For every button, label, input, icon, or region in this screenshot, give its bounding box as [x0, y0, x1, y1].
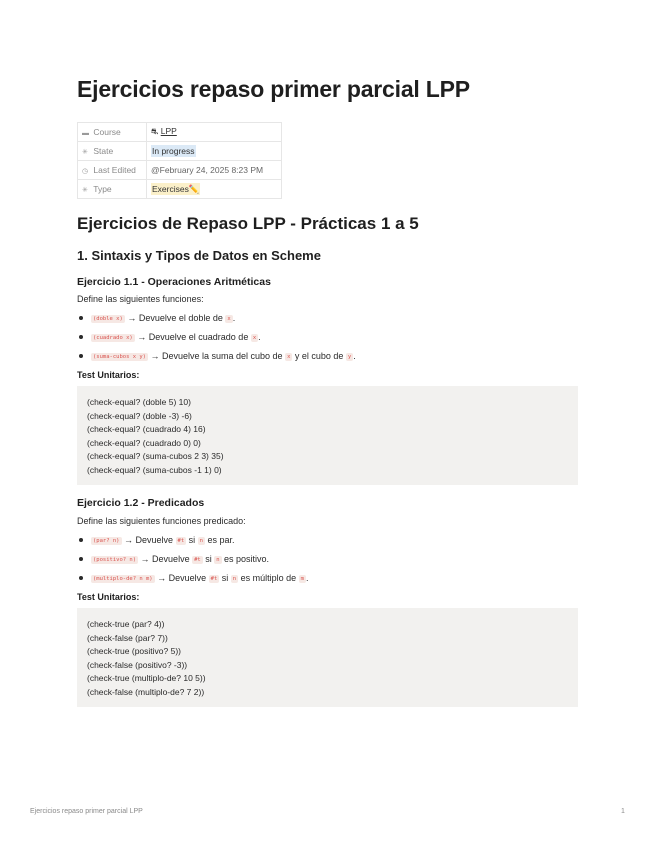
inline-code: x: [287, 354, 291, 360]
inline-code: x: [252, 335, 257, 341]
property-value-state[interactable]: [147, 142, 282, 161]
list-item: (par? n) → Devuelve #t si n es par.: [77, 535, 235, 545]
state-badge: In progress: [152, 146, 195, 156]
property-key: Type: [93, 184, 112, 194]
inline-code: y: [347, 354, 352, 360]
property-row-type: [78, 180, 282, 199]
inline-code: n: [216, 557, 220, 563]
inline-code: n: [232, 576, 237, 582]
property-row-course: [78, 123, 282, 142]
exercise-intro: Define las siguientes funciones:: [77, 294, 204, 304]
list-item: (multiplo-de? n m) → Devuelve #t si n es múltiplo de m .: [77, 573, 308, 583]
status-icon: ✳: [82, 149, 88, 156]
inline-code: n: [199, 538, 203, 544]
footer-title: Ejercicios repaso primer parcial LPP: [30, 808, 143, 815]
code-line: (check-false (par? 7)): [87, 632, 168, 643]
list-item: (cuadrado x) → Devuelve el cuadrado de x .: [77, 332, 261, 342]
bullet-icon: [79, 335, 83, 339]
bullet-icon: [79, 354, 83, 358]
inline-code: (par? n): [93, 538, 120, 544]
exercise-intro: Define las siguientes funciones predicado:: [77, 516, 246, 526]
code-line: (check-true (positivo? 5)): [87, 646, 182, 657]
book-icon: ▬: [82, 130, 89, 137]
test-label: Test Unitarios:: [77, 370, 140, 380]
property-row-state: [78, 142, 282, 161]
bullet-icon: [79, 557, 83, 561]
subsection-heading: 1. Sintaxis y Tipos de Datos en Scheme: [77, 248, 321, 263]
inline-code: #t: [194, 557, 201, 563]
code-line: (check-false (multiplo-de? 7 2)): [87, 686, 205, 697]
inline-code: (multiplo-de? n m): [93, 576, 153, 582]
code-line: (check-equal? (suma-cubos 2 3) 35): [87, 451, 224, 462]
property-value-type[interactable]: [147, 180, 282, 199]
course-link[interactable]: LPP: [160, 126, 177, 136]
inline-code: (positivo? n): [93, 557, 137, 563]
code-line: (check-equal? (doble -3) -6): [87, 410, 192, 421]
list-item: (doble x) → Devuelve el doble de x .: [77, 313, 235, 323]
section-heading: Ejercicios de Repaso LPP - Prácticas 1 a 5: [77, 214, 419, 233]
code-line: (check-equal? (doble 5) 10): [87, 397, 191, 407]
bullet-icon: [79, 538, 83, 542]
bullet-icon: [79, 576, 83, 580]
inline-code: (doble x): [93, 316, 123, 322]
exercise-title: Ejercicio 1.2 - Predicados: [77, 497, 205, 509]
inline-code: x: [227, 316, 231, 322]
code-line: (check-true (multiplo-de? 10 5)): [87, 673, 206, 684]
properties-table: [77, 122, 282, 199]
inline-code: (cuadrado x): [93, 335, 133, 341]
page-link-icon: ⛐: [151, 126, 159, 136]
type-badge: Exercises✏️: [152, 183, 200, 194]
bullet-icon: [79, 316, 83, 320]
code-line: (check-false (positivo? -3)): [87, 659, 188, 670]
type-icon: ✳: [82, 187, 88, 194]
code-line: (check-equal? (cuadrado 4) 16): [87, 424, 206, 435]
inline-code: (suma-cubos x y): [93, 354, 146, 360]
inline-code: #t: [210, 576, 218, 582]
inline-code: #t: [177, 538, 185, 544]
code-line: (check-equal? (suma-cubos -1 1) 0): [87, 464, 222, 475]
list-item: (positivo? n) → Devuelve #t si n es positivo.: [77, 554, 269, 564]
code-line: (check-equal? (cuadrado 0) 0): [87, 437, 201, 448]
test-label: Test Unitarios:: [77, 592, 140, 602]
exercise-title: Ejercicio 1.1 - Operaciones Aritméticas: [77, 276, 271, 288]
list-item: (suma-cubos x y) → Devuelve la suma del cubo de x y el cubo de y .: [77, 351, 356, 361]
inline-code: m: [300, 576, 304, 582]
code-block[interactable]: [77, 386, 578, 485]
code-block[interactable]: [77, 608, 578, 707]
page-number: 1: [621, 808, 625, 815]
page-title: Ejercicios repaso primer parcial LPP: [77, 76, 470, 102]
property-value-last-edited: [147, 161, 282, 180]
property-row-last-edited: [78, 161, 282, 180]
last-edited-value: @February 24, 2025 8:23 PM: [151, 165, 264, 175]
code-line: (check-true (par? 4)): [87, 619, 165, 629]
property-key: Last Edited: [93, 165, 136, 175]
clock-icon: ◷: [82, 168, 89, 175]
property-key: Course: [93, 127, 121, 137]
property-key: State: [93, 146, 114, 156]
property-value-course[interactable]: [147, 123, 282, 142]
